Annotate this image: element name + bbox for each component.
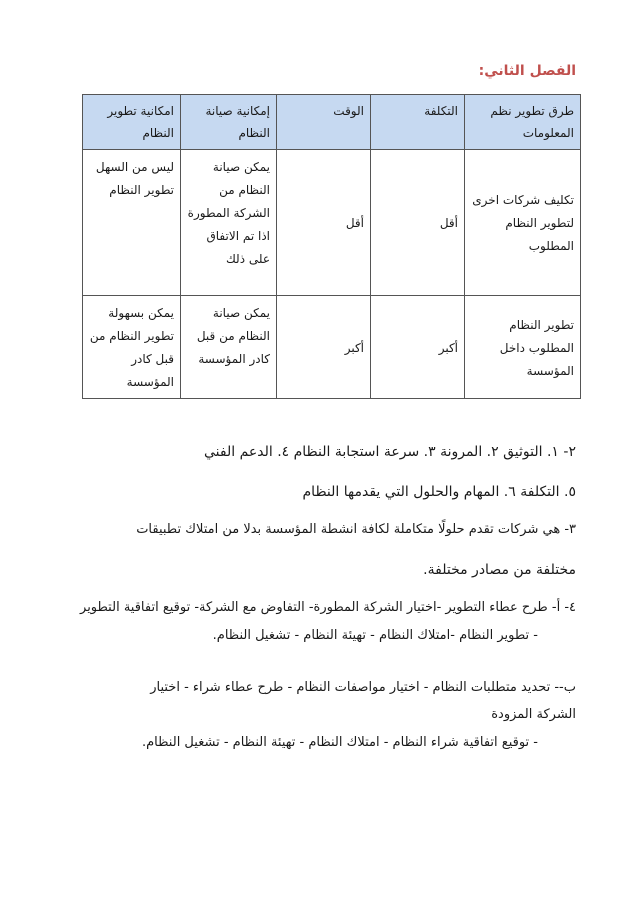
- answer-4a-line-1: ٤- أ- طرح عطاء التطوير -اختيار الشركة المطورة- التفاوض مع الشركة- توقيع اتفاقية التطوير: [80, 600, 576, 615]
- answer-4b-line-1: ب-- تحديد متطلبات النظام - اختيار مواصفات النظام - طرح عطاء شراء - اختيار: [150, 680, 576, 695]
- answer-3-line-2: مختلفة من مصادر مختلفة.: [423, 562, 576, 578]
- header-cost: التكلفة: [371, 95, 465, 150]
- header-time: الوقت: [277, 95, 371, 150]
- cell-cost: أقل: [371, 150, 465, 296]
- cell-time: أكبر: [277, 296, 371, 399]
- answer-3-line-1: ٣- هي شركات تقدم حلولًا متكاملة لكافة انشطة المؤسسة بدلا من امتلاك تطبيقات: [136, 522, 576, 537]
- answer-2-line-2: ٥. التكلفة ٦. المهام والحلول التي يقدمها النظام: [302, 484, 576, 500]
- table-row: [83, 296, 581, 399]
- cell-maintenance: يمكن صيانة النظام من الشركة المطورة اذا تم الاتفاق على ذلك: [181, 150, 277, 296]
- answer-4a-line-2: - تطوير النظام -امتلاك النظام - تهيئة النظام - تشغيل النظام.: [212, 628, 538, 643]
- answer-4b-line-3: - توقيع اتفاقية شراء النظام - امتلاك النظام - تهيئة النظام - تشغيل النظام.: [142, 735, 538, 750]
- header-development: امكانية تطوير النظام: [83, 95, 181, 150]
- header-methods: طرق تطوير نظم المعلومات: [465, 95, 581, 150]
- answer-4b-line-2: الشركة المزودة: [491, 707, 576, 722]
- chapter-title: الفصل الثاني:: [478, 63, 576, 79]
- development-methods-table: [82, 94, 581, 399]
- cell-maintenance: يمكن صيانة النظام من قبل كادر المؤسسة: [181, 296, 277, 399]
- table-header-row: [83, 95, 581, 150]
- cell-method: تطوير النظام المطلوب داخل المؤسسة: [465, 296, 581, 399]
- cell-time: أقل: [277, 150, 371, 296]
- header-maintenance: إمكانية صيانة النظام: [181, 95, 277, 150]
- cell-cost: أكبر: [371, 296, 465, 399]
- cell-development: يمكن بسهولة تطوير النظام من قبل كادر المؤسسة: [83, 296, 181, 399]
- answer-2-line-1: ٢- ١. التوثيق ٢. المرونة ٣. سرعة استجابة النظام ٤. الدعم الفني: [203, 444, 576, 460]
- cell-development: ليس من السهل تطوير النظام: [83, 150, 181, 296]
- cell-method: تكليف شركات اخرى لتطوير النظام المطلوب: [465, 150, 581, 296]
- table-row: [83, 150, 581, 296]
